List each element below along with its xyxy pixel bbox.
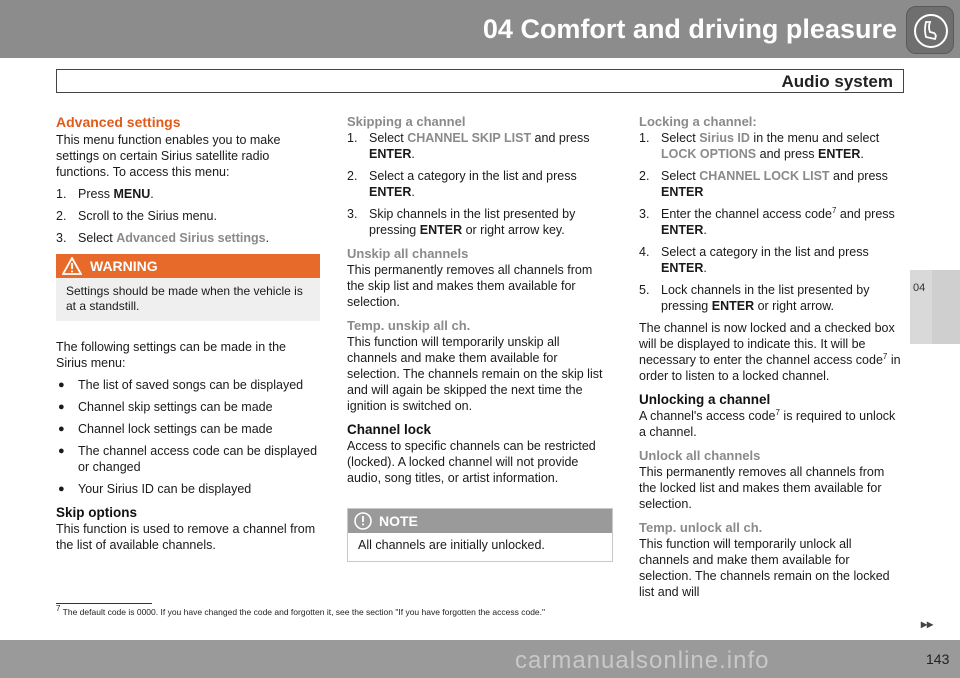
bullet-icon: ● xyxy=(58,401,65,413)
skipping-heading: Skipping a channel xyxy=(347,114,466,129)
list-item: 5. Lock channels in the list presented by pressing ENTER or right arrow. xyxy=(639,283,870,313)
unlocking-heading: Unlocking a channel xyxy=(639,392,771,407)
list-item: ● Channel lock settings can be made xyxy=(58,422,273,436)
list-item: ● The list of saved songs can be displayed xyxy=(58,378,304,392)
unskip-all-text: This permanently removes all channels from the skip list and makes them available for selection. xyxy=(347,263,593,309)
temp-unlock-heading: Temp. unlock all ch. xyxy=(639,520,763,535)
note-header xyxy=(348,509,612,533)
list-item: 2. Select CHANNEL LOCK LIST and press ENTER xyxy=(639,169,888,199)
warning-icon xyxy=(62,257,82,275)
footnote-ref: 7 xyxy=(831,205,837,215)
menu-item-channel-lock-list: CHANNEL LOCK LIST xyxy=(699,169,830,183)
unlock-all-heading: Unlock all channels xyxy=(639,448,761,463)
warning-text: Settings should be made when the vehicle is at a standstill. xyxy=(66,284,303,313)
note-text: All channels are initially unlocked. xyxy=(358,538,545,552)
footnote-text: The default code is 0000. If you have changed the code and forgotten it, see the section "If you have forgotten the access code." xyxy=(62,607,546,617)
continue-arrows-icon: ▸▸ xyxy=(921,617,934,631)
list-item: ● Channel skip settings can be made xyxy=(58,400,273,414)
warning-header xyxy=(56,254,320,278)
footnote-mark: 7 xyxy=(56,604,61,614)
column-3 xyxy=(639,114,905,600)
note-label: NOTE xyxy=(379,513,418,529)
unskip-all-heading: Unskip all channels xyxy=(347,246,469,261)
menu-item-advanced-sirius: Advanced Sirius settings xyxy=(116,231,266,245)
menu-item-channel-skip-list: CHANNEL SKIP LIST xyxy=(407,131,532,145)
list-item: 3. Enter the channel access code$^7$ and press ENTER. xyxy=(639,205,895,237)
seat-icon xyxy=(906,6,954,54)
page-header xyxy=(0,0,960,58)
intro-text: This menu function enables you to make settings on certain Sirius satellite radio functions. To access this menu: xyxy=(56,133,281,179)
temp-unlock-text: This function will temporarily unlock all channels and make them available for selection. The channels remain on the locked list and will xyxy=(639,537,890,599)
chapter-tab xyxy=(932,270,960,344)
column-1 xyxy=(56,114,320,553)
column-2 xyxy=(347,114,613,562)
warning-label: WARNING xyxy=(90,258,158,274)
unlocking-text: A channel's access code$^7$ is required to unlock a channel. xyxy=(639,407,896,439)
bullet-icon: ● xyxy=(58,483,65,495)
lock-steps xyxy=(639,130,905,314)
list-item: 3. Select Advanced Sirius settings. xyxy=(56,231,270,245)
bullet-icon: ● xyxy=(58,379,65,391)
bullet-icon: ● xyxy=(58,445,65,457)
footnote-ref: 7 xyxy=(775,407,780,417)
list-item: 4. Select a category in the list and press ENTER. xyxy=(639,245,869,275)
list-item: 3. Skip channels in the list presented by pressing ENTER or right arrow key. xyxy=(347,207,576,237)
following-settings-text: The following settings can be made in the Sirius menu: xyxy=(56,340,286,370)
list-item: 1. Press MENU. xyxy=(56,187,154,201)
watermark: carmanualsonline.info xyxy=(515,647,770,674)
temp-unskip-text: This function will temporarily unskip all channels and make them available for selection. The channels remain on the skip list and will again be skipped the next time the ignition is switched on. xyxy=(347,335,603,413)
access-steps xyxy=(56,186,320,246)
list-item: ● Your Sirius ID can be displayed xyxy=(58,482,252,496)
page-number: 143 xyxy=(926,651,950,667)
skip-options-text: This function is used to remove a channel from the list of available channels. xyxy=(56,522,316,552)
temp-unskip-heading: Temp. unskip all ch. xyxy=(347,318,471,333)
skip-steps xyxy=(347,130,613,238)
section-bar xyxy=(56,69,904,93)
page-footer xyxy=(0,640,960,678)
list-item: 2. Select a category in the list and press ENTER. xyxy=(347,169,577,199)
channel-lock-heading: Channel lock xyxy=(347,422,432,437)
list-item: 1. Select CHANNEL SKIP LIST and press ENTER. xyxy=(347,131,590,161)
menu-item-lock-options: LOCK OPTIONS xyxy=(661,147,757,161)
chapter-tab-label: 04 xyxy=(913,282,926,294)
settings-list xyxy=(56,377,320,497)
warning-box xyxy=(56,254,320,321)
footnote xyxy=(56,604,546,617)
channel-lock-text: Access to specific channels can be restricted (locked). A locked channel will not provide audio, song titles, or artist information. xyxy=(347,439,596,485)
unlock-all-text: This permanently removes all channels from the locked list and makes them available for selection. xyxy=(639,465,885,511)
list-item: ● The channel access code can be displayed or changed xyxy=(58,444,318,474)
menu-item-sirius-id: Sirius ID xyxy=(699,131,750,145)
footnote-divider xyxy=(56,603,152,604)
advanced-settings-heading: Advanced settings xyxy=(56,114,181,130)
note-box xyxy=(347,508,613,562)
list-item: 1. Select Sirius ID in the menu and select LOCK OPTIONS and press ENTER. xyxy=(639,131,880,161)
info-icon xyxy=(354,512,372,530)
locked-channel-text: The channel is now locked and a checked box will be displayed to indicate this. It will be necessary to enter the channel access code$^7$ in order to listen to a locked channel. xyxy=(639,321,901,383)
section-title: Audio system xyxy=(781,72,893,91)
list-item: 2. Scroll to the Sirius menu. xyxy=(56,209,217,223)
chapter-title: 04 Comfort and driving pleasure xyxy=(482,14,897,44)
skip-options-heading: Skip options xyxy=(56,505,137,520)
locking-heading: Locking a channel: xyxy=(639,114,757,129)
bullet-icon: ● xyxy=(58,423,65,435)
footnote-ref: 7 xyxy=(882,351,888,361)
